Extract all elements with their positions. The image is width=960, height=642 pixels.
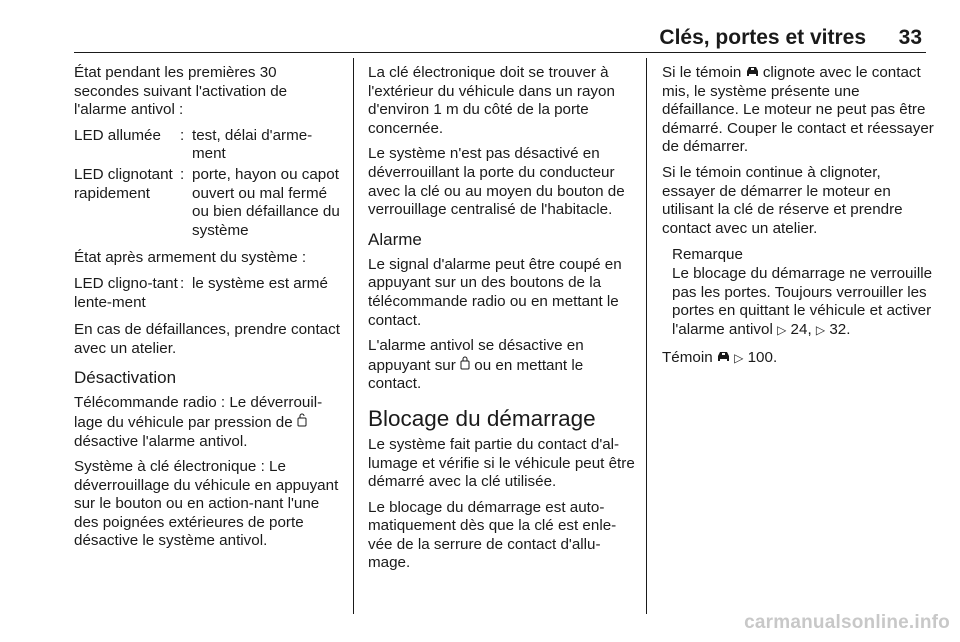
page-header	[74, 22, 926, 53]
warning-text-a: Si le témoin	[662, 64, 742, 81]
heading-alarm: Alarme	[368, 229, 422, 249]
reference-arrow-icon: ▷	[734, 351, 744, 366]
note-text: Le blocage du démarrage ne verrouille pas les portes. Toujours verrouiller les portes en quittant le véhicule et activer l'alarme antivol	[672, 264, 933, 338]
list-term: LED cligno-tant lente-ment	[74, 274, 178, 311]
status-list-first	[74, 127, 342, 241]
immobiliser-paragraph-1: Le système fait partie du contact d'al-lumage et vérifie si le véhicule peut être démarré avec la clé utilisée.	[368, 435, 635, 491]
note-title: Remarque	[672, 246, 743, 264]
state-intro-armed: État après armement du système :	[74, 249, 307, 267]
warning-light-paragraph	[662, 64, 934, 157]
status-list-armed	[74, 275, 342, 312]
fault-paragraph: En cas de défaillances, prendre contact avec un atelier.	[74, 321, 340, 357]
reference-arrow-icon: ▷	[777, 322, 787, 337]
alarm-text-a: L'alarme antivol se désactive en appuyant sur	[368, 337, 584, 374]
watermark: carmanualsonline.info	[744, 612, 950, 633]
page-number: 33	[898, 26, 922, 49]
list-description: porte, hayon ou capot ouvert ou mal fermé ou bien défaillance du système	[192, 165, 340, 239]
list-term: LED allumée	[74, 126, 161, 144]
note-box	[672, 246, 934, 339]
immobiliser-paragraph-2: Le blocage du démarrage est auto-matiquement dès que la clé est enle-vée de la serrure de contact d'allu-mage.	[368, 498, 617, 572]
alarm-text-b: ou en mettant le contact.	[368, 356, 584, 393]
immobiliser-car-icon	[746, 64, 759, 83]
list-separator: :	[180, 126, 185, 144]
immobiliser-car-icon	[717, 349, 730, 368]
column-middle	[368, 64, 636, 580]
alarm-deactivate-paragraph	[368, 337, 636, 394]
list-item	[74, 127, 342, 164]
alarm-stop-paragraph: Le signal d'alarme peut être coupé en appuyant sur un des boutons de la télécommande radio ou en mettant le contact.	[368, 255, 622, 329]
reference-link[interactable]: 24	[790, 320, 808, 338]
remote-text-b: désactive l'alarme antivol.	[74, 432, 248, 450]
unlock-icon	[297, 413, 307, 433]
reference-link[interactable]: 32	[829, 320, 847, 338]
note-body: Le blocage du démarrage ne verrouille pas les portes. Toujours verrouiller les portes en quittant le véhicule et activer l'alarme antivol ▷ 24, ▷ 32.	[672, 264, 933, 338]
remote-text-a: Télécommande radio : Le déverrouil-lage du véhicule par pression de	[74, 394, 323, 431]
state-intro-first: État pendant les premières 30 secondes suivant l'activation de l'alarme antivol :	[74, 64, 288, 119]
list-separator: :	[180, 165, 185, 183]
column-left	[74, 64, 342, 558]
reference-arrow-icon: ▷	[815, 322, 826, 337]
warning-text-b: clignote avec le contact mis, le système présente une défaillance. Le moteur ne peut pas être démarré. Couper le contact et réessayer de démarrer.	[662, 64, 934, 156]
section-title: Clés, portes et vitres	[659, 26, 866, 49]
list-item	[74, 275, 342, 312]
heading-deactivation: Désactivation	[74, 368, 177, 388]
column-divider	[353, 58, 354, 614]
column-divider	[646, 58, 647, 614]
list-separator: :	[180, 274, 185, 292]
spare-key-paragraph: Si le témoin continue à clignoter, essayer de démarrer le moteur en utilisant la clé de réserve et prendre contact avec un atelier.	[662, 163, 903, 237]
reference-link[interactable]: 100	[747, 349, 773, 367]
heading-immobiliser: Blocage du démarrage	[368, 405, 596, 431]
keyless-paragraph: Système à clé électronique : Le déverrouillage du véhicule en appuyant sur le bouton ou en action-nant l'une des poignées extérieures de porte désactive le système antivol.	[74, 458, 339, 550]
list-description: test, délai d'arme-ment	[192, 126, 313, 163]
key-range-paragraph: La clé électronique doit se trouver à l'extérieur du véhicule dans un rayon d'environ 1 m du côté de la porte concernée.	[368, 64, 615, 137]
list-term: LED clignotant rapidement	[74, 165, 173, 202]
list-item	[74, 166, 342, 240]
remote-paragraph	[74, 394, 342, 451]
column-right	[662, 64, 934, 375]
lock-icon	[460, 356, 470, 376]
list-description: le système est armé	[192, 274, 328, 292]
warning-light-reference: Témoin ▷ 100.	[662, 349, 778, 367]
key-unlock-paragraph: Le système n'est pas désactivé en déverrouillant la porte du conducteur avec la clé ou au moyen du bouton de verrouillage centralisé de l'habitacle.	[368, 145, 625, 219]
temoin-label: Témoin	[662, 349, 713, 367]
